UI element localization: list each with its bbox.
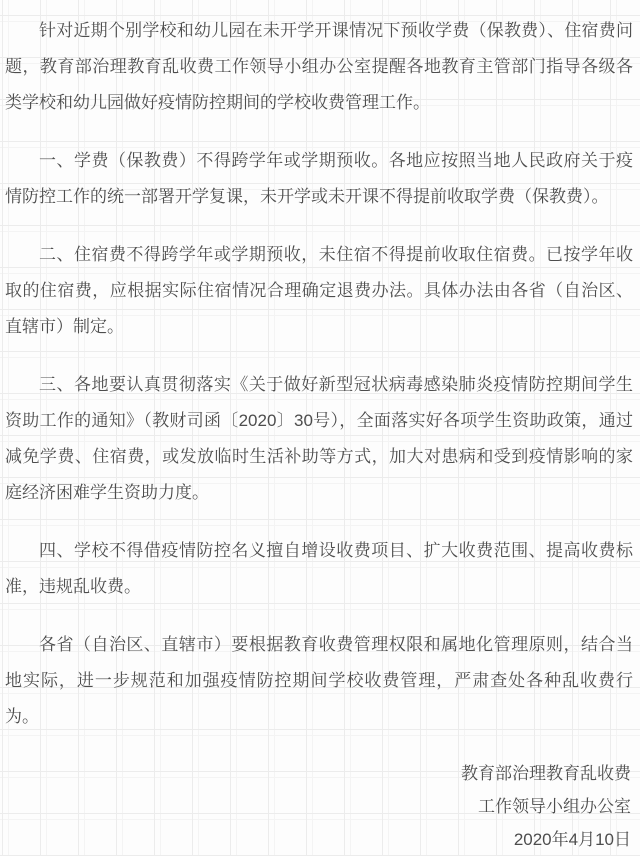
paragraph-intro: 针对近期个别学校和幼儿园在未开学开课情况下预收学费（保教费）、住宿费问题，教育部治理教育乱收费工作领导小组办公室提醒各地教育主管部门指导各级各类学校和幼儿园做好疫情防控期间的学校收费管理工作。	[5, 21, 633, 112]
paragraph-item-1-tuition: 一、学费（保教费）不得跨学年或学期预收。各地应按照当地人民政府关于疫情防控工作的统一部署开学复课，未开学或未开课不得提前收取学费（保教费）。	[5, 151, 633, 206]
paragraph-item-4-no-extra-fees: 四、学校不得借疫情防控名义擅自增设收费项目、扩大收费范围、提高收费标准，违规乱收费。	[5, 541, 633, 596]
paragraph-closing: 各省（自治区、直辖市）要根据教育收费管理权限和属地化管理原则，结合当地实际，进一步规范和加强疫情防控期间学校收费管理，严肃查处各种乱收费行为。	[5, 635, 633, 726]
signature-block	[5, 757, 633, 856]
signature-org-line-2: 工作领导小组办公室	[478, 797, 631, 816]
paragraph-item-2-accommodation: 二、住宿费不得跨学年或学期预收，未住宿不得提前收取住宿费。已按学年收取的住宿费，应根据实际住宿情况合理确定退费办法。具体办法由各省（自治区、直辖市）制定。	[5, 245, 633, 336]
paragraph-item-3-student-aid: 三、各地要认真贯彻落实《关于做好新型冠状病毒感染肺炎疫情防控期间学生资助工作的通知》（教财司函〔2020〕30号），全面落实好各项学生资助政策，通过减免学费、住宿费，或发放临时生活补助等方式，加大对患病和受到疫情影响的家庭经济困难学生资助力度。	[5, 375, 633, 502]
signature-org-line-1: 教育部治理教育乱收费	[461, 764, 631, 783]
signature-date: 2020年4月10日	[513, 830, 631, 849]
